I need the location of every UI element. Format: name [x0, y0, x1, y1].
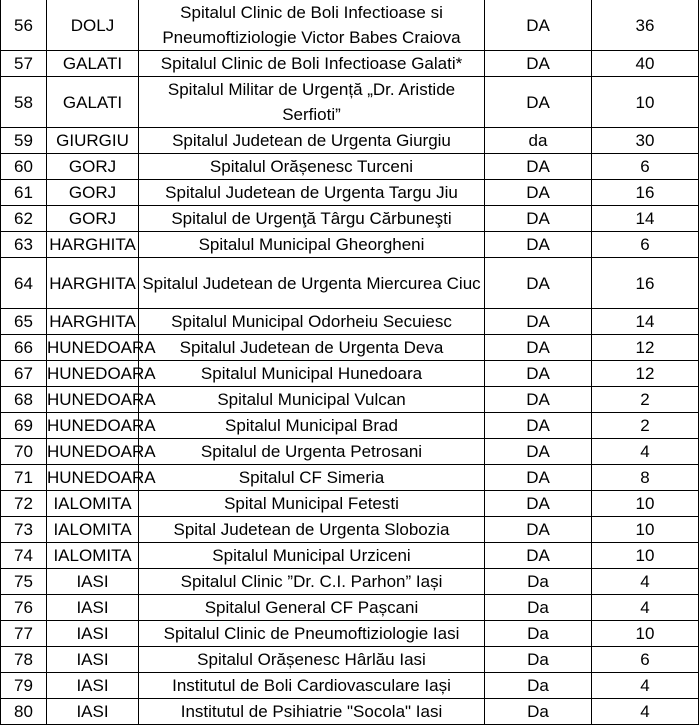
- status-cell: DA: [485, 543, 592, 569]
- county-cell: HARGHITA: [47, 309, 139, 335]
- row-number-cell: 72: [1, 491, 47, 517]
- status-cell: Da: [485, 569, 592, 595]
- status-cell: Da: [485, 621, 592, 647]
- row-number-cell: 63: [1, 232, 47, 258]
- county-cell: IALOMITA: [47, 491, 139, 517]
- status-cell: DA: [485, 51, 592, 77]
- beds-cell: 4: [592, 673, 699, 699]
- table-row: [1, 51, 699, 77]
- status-cell: DA: [485, 517, 592, 543]
- hospital-name-cell: Spitalul Judetean de Urgenta Miercurea Ciuc: [139, 258, 485, 309]
- row-number-cell: 77: [1, 621, 47, 647]
- table-row: [1, 491, 699, 517]
- hospital-name-cell: Spital Municipal Fetesti: [139, 491, 485, 517]
- beds-cell: 8: [592, 465, 699, 491]
- beds-cell: 2: [592, 387, 699, 413]
- county-cell: IASI: [47, 699, 139, 725]
- county-cell: HUNEDOARA: [47, 335, 139, 361]
- hospital-name-cell: Spitalul General CF Pașcani: [139, 595, 485, 621]
- county-cell: IALOMITA: [47, 543, 139, 569]
- status-cell: DA: [485, 0, 592, 51]
- county-cell: GORJ: [47, 154, 139, 180]
- status-cell: DA: [485, 258, 592, 309]
- county-cell: IASI: [47, 673, 139, 699]
- beds-cell: 4: [592, 439, 699, 465]
- status-cell: DA: [485, 465, 592, 491]
- beds-cell: 4: [592, 595, 699, 621]
- status-cell: DA: [485, 335, 592, 361]
- table-row: [1, 543, 699, 569]
- table-row: [1, 180, 699, 206]
- status-cell: Da: [485, 699, 592, 725]
- row-number-cell: 75: [1, 569, 47, 595]
- county-cell: HARGHITA: [47, 232, 139, 258]
- status-cell: DA: [485, 387, 592, 413]
- row-number-cell: 62: [1, 206, 47, 232]
- status-cell: DA: [485, 77, 592, 128]
- beds-cell: 10: [592, 517, 699, 543]
- beds-cell: 4: [592, 569, 699, 595]
- beds-cell: 16: [592, 258, 699, 309]
- county-cell: HARGHITA: [47, 258, 139, 309]
- hospital-name-cell: Spitalul CF Simeria: [139, 465, 485, 491]
- table-row: [1, 309, 699, 335]
- beds-cell: 6: [592, 647, 699, 673]
- table-row: [1, 413, 699, 439]
- row-number-cell: 65: [1, 309, 47, 335]
- beds-cell: 12: [592, 361, 699, 387]
- table-row: [1, 0, 699, 51]
- status-cell: DA: [485, 491, 592, 517]
- hospital-name-cell: Spitalul Municipal Hunedoara: [139, 361, 485, 387]
- row-number-cell: 64: [1, 258, 47, 309]
- row-number-cell: 61: [1, 180, 47, 206]
- hospital-table-body: [1, 0, 699, 725]
- county-cell: HUNEDOARA: [47, 439, 139, 465]
- beds-cell: 12: [592, 335, 699, 361]
- county-cell: IASI: [47, 621, 139, 647]
- status-cell: DA: [485, 180, 592, 206]
- hospital-name-cell: Spitalul Clinic de Boli Infectioase si Pneumoftiziologie Victor Babes Craiova: [139, 0, 485, 51]
- status-cell: DA: [485, 413, 592, 439]
- county-cell: DOLJ: [47, 0, 139, 51]
- county-cell: IASI: [47, 595, 139, 621]
- beds-cell: 10: [592, 77, 699, 128]
- county-cell: GALATI: [47, 51, 139, 77]
- status-cell: DA: [485, 232, 592, 258]
- row-number-cell: 60: [1, 154, 47, 180]
- row-number-cell: 80: [1, 699, 47, 725]
- beds-cell: 14: [592, 206, 699, 232]
- hospital-name-cell: Spitalul Municipal Gheorgheni: [139, 232, 485, 258]
- hospital-name-cell: Spitalul Clinic ”Dr. C.I. Parhon” Iași: [139, 569, 485, 595]
- status-cell: da: [485, 128, 592, 154]
- county-cell: HUNEDOARA: [47, 465, 139, 491]
- table-row: [1, 387, 699, 413]
- row-number-cell: 66: [1, 335, 47, 361]
- table-row: [1, 517, 699, 543]
- table-row: [1, 647, 699, 673]
- hospital-name-cell: Spitalul de Urgenta Petrosani: [139, 439, 485, 465]
- row-number-cell: 76: [1, 595, 47, 621]
- county-cell: HUNEDOARA: [47, 387, 139, 413]
- row-number-cell: 56: [1, 0, 47, 51]
- beds-cell: 2: [592, 413, 699, 439]
- hospital-name-cell: Spitalul de Urgenţă Târgu Cărbuneşti: [139, 206, 485, 232]
- county-cell: IALOMITA: [47, 517, 139, 543]
- row-number-cell: 71: [1, 465, 47, 491]
- row-number-cell: 67: [1, 361, 47, 387]
- status-cell: Da: [485, 673, 592, 699]
- beds-cell: 10: [592, 621, 699, 647]
- beds-cell: 10: [592, 543, 699, 569]
- hospital-name-cell: Spitalul Municipal Urziceni: [139, 543, 485, 569]
- county-cell: GIURGIU: [47, 128, 139, 154]
- table-row: [1, 335, 699, 361]
- beds-cell: 16: [592, 180, 699, 206]
- table-row: [1, 621, 699, 647]
- table-row: [1, 258, 699, 309]
- hospital-name-cell: Spitalul Clinic de Boli Infectioase Galati*: [139, 51, 485, 77]
- county-cell: HUNEDOARA: [47, 361, 139, 387]
- table-row: [1, 699, 699, 725]
- status-cell: DA: [485, 439, 592, 465]
- table-row: [1, 465, 699, 491]
- status-cell: DA: [485, 206, 592, 232]
- status-cell: DA: [485, 361, 592, 387]
- table-row: [1, 673, 699, 699]
- hospital-name-cell: Spitalul Militar de Urgență „Dr. Aristide Serfioti”: [139, 77, 485, 128]
- county-cell: IASI: [47, 647, 139, 673]
- status-cell: Da: [485, 647, 592, 673]
- table-row: [1, 569, 699, 595]
- county-cell: GORJ: [47, 206, 139, 232]
- table-row: [1, 206, 699, 232]
- table-row: [1, 439, 699, 465]
- row-number-cell: 74: [1, 543, 47, 569]
- row-number-cell: 70: [1, 439, 47, 465]
- row-number-cell: 78: [1, 647, 47, 673]
- status-cell: DA: [485, 154, 592, 180]
- row-number-cell: 59: [1, 128, 47, 154]
- row-number-cell: 68: [1, 387, 47, 413]
- hospital-name-cell: Spitalul Municipal Odorheiu Secuiesc: [139, 309, 485, 335]
- status-cell: DA: [485, 309, 592, 335]
- row-number-cell: 58: [1, 77, 47, 128]
- hospital-name-cell: Spitalul Judetean de Urgenta Giurgiu: [139, 128, 485, 154]
- row-number-cell: 79: [1, 673, 47, 699]
- beds-cell: 40: [592, 51, 699, 77]
- hospital-name-cell: Spitalul Orășenesc Hârlău Iasi: [139, 647, 485, 673]
- hospital-name-cell: Institutul de Boli Cardiovasculare Iași: [139, 673, 485, 699]
- hospital-name-cell: Spitalul Judetean de Urgenta Targu Jiu: [139, 180, 485, 206]
- row-number-cell: 69: [1, 413, 47, 439]
- row-number-cell: 57: [1, 51, 47, 77]
- beds-cell: 6: [592, 232, 699, 258]
- beds-cell: 6: [592, 154, 699, 180]
- county-cell: GORJ: [47, 180, 139, 206]
- table-row: [1, 232, 699, 258]
- county-cell: HUNEDOARA: [47, 413, 139, 439]
- row-number-cell: 73: [1, 517, 47, 543]
- table-row: [1, 128, 699, 154]
- table-row: [1, 77, 699, 128]
- beds-cell: 36: [592, 0, 699, 51]
- table-row: [1, 361, 699, 387]
- hospital-name-cell: Institutul de Psihiatrie "Socola" Iasi: [139, 699, 485, 725]
- beds-cell: 30: [592, 128, 699, 154]
- county-cell: IASI: [47, 569, 139, 595]
- hospital-name-cell: Spitalul Judetean de Urgenta Deva: [139, 335, 485, 361]
- hospital-name-cell: Spital Judetean de Urgenta Slobozia: [139, 517, 485, 543]
- beds-cell: 10: [592, 491, 699, 517]
- hospital-name-cell: Spitalul Municipal Vulcan: [139, 387, 485, 413]
- beds-cell: 4: [592, 699, 699, 725]
- hospital-name-cell: Spitalul Orășenesc Turceni: [139, 154, 485, 180]
- status-cell: Da: [485, 595, 592, 621]
- hospital-name-cell: Spitalul Clinic de Pneumoftiziologie Iasi: [139, 621, 485, 647]
- beds-cell: 14: [592, 309, 699, 335]
- table-row: [1, 595, 699, 621]
- county-cell: GALATI: [47, 77, 139, 128]
- hospital-name-cell: Spitalul Municipal Brad: [139, 413, 485, 439]
- table-row: [1, 154, 699, 180]
